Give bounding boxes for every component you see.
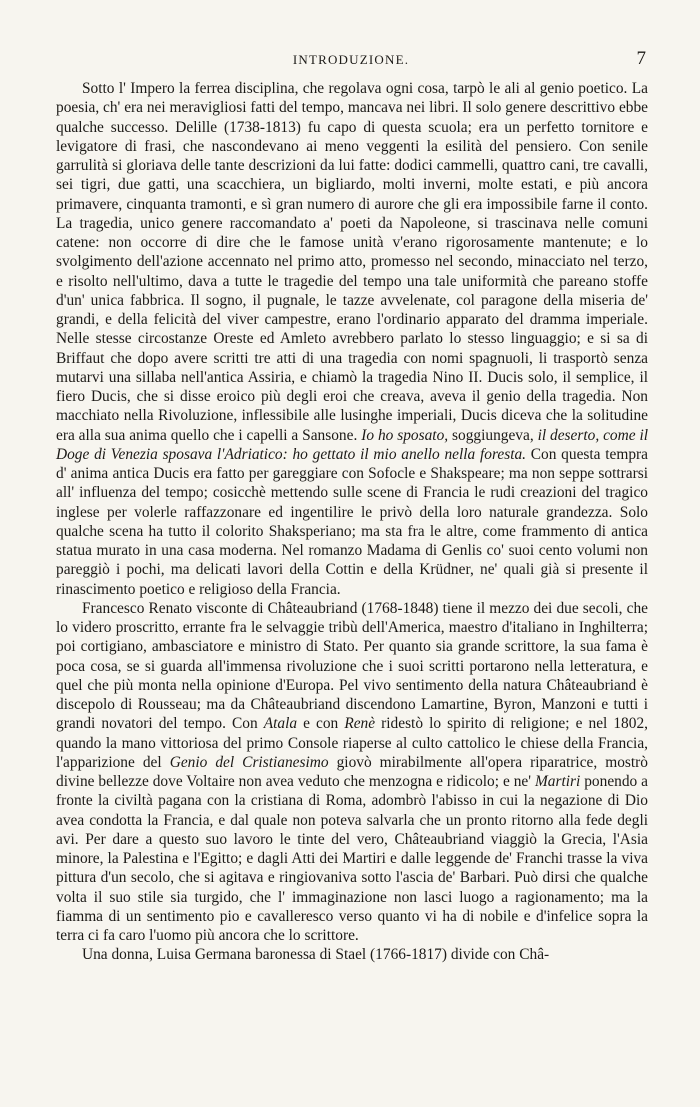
paragraph-decline-of-poetry	[56, 79, 648, 599]
text-run: Con questa tempra d' anima antica Ducis era fatto per gareggiare con Sofocle e Shakspeare; ma non seppe sottrarsi all' influenza del tempo; cosicchè mettendo sulle scene di Francia le rudi creazioni del tragico inglese per volerle raffazzonare ed ingentilire le privò della loro naturale grandezza. Solo qualche scena ha tutto il colorito Shaksperiano; ma sta fra le altre, come frammento di antica statua murato in una casa moderna. Nel romanzo Madama di Genlis co' suoi cento volumi non pareggiò i pochi, ma delicati lavori della Cottin e della Krüdner, ne' quali già si presente il rinascimento poetico e religioso della Francia.	[56, 445, 648, 598]
text-run: e con	[297, 715, 345, 733]
body-text	[56, 79, 648, 965]
italic-text-run: Renè	[344, 715, 376, 733]
page-number: 7	[636, 48, 646, 69]
paragraph-madame-de-stael	[56, 945, 648, 964]
italic-text-run: Martiri	[534, 773, 581, 790]
text-run: ponendo a fronte la civiltà pagana con la cristiana di Roma, adombrò l'abisso in cui la negazione di Dio avea condotta la Francia, e dal quale non poteva salvarla che un pronto ritorno alla fede degli avi. Per dare a questo suo lavoro le tinte del vero, Châteaubriand viaggiò la Grecia, l'Asia minore, la Palestina e l'Egitto; e dagli Atti dei Martiri e dalle leggende de' Franchi trasse la viva pittura d'un secolo, che si agitava e ringiovaniva sotto l'ascia de' Barbari. Può dirsi che qualche volta il suo stile sia turgido, che l' immaginazione non lasci luogo a ragionamento; ma la fiamma di un sentimento pio e cavalleresco verso quanto vi ha di nobile e d'infelice sopra la terra ci fa caro l'uomo più ancora che lo scrittore.	[56, 773, 648, 944]
text-run: Francesco Renato visconte di Châteaubriand (1768-1848) tiene il mezzo dei due secoli, che lo videro proscritto, errante fra le selvaggie tribù dell'America, maestro d'italiano in Inghilterra; poi cortigiano, ambasciatore e ministro di Stato. Per quanto sia grande scrittore, la sua fama è poca cosa, se si guarda all'immensa rivoluzione che i suoi scritti portarono nella letteratura, e quel che più monta nella opinione d'Europa. Pel vivo sentimento della natura Châteaubriand è discepolo di Rousseau; ma da Châteaubriand discendono Lamartine, Byron, Manzoni e tutti i grandi novatori del tempo. Con	[56, 599, 648, 733]
text-run: soggiungeva,	[448, 426, 538, 444]
italic-text-run: Io ho sposato,	[361, 426, 449, 444]
italic-text-run: Atala	[263, 715, 298, 733]
running-title: INTRODUZIONE.	[292, 52, 410, 67]
text-run: giovò mirabilmente all'opera riparatrice, mostrò divine bellezze dove Voltaire non avea veduto che menzogna e ridicolo; e ne'	[56, 753, 648, 790]
text-run: Sotto l' Impero la ferrea disciplina, che regolava ogni cosa, tarpò le ali al genio poetico. La poesia, ch' era nei meravigliosi fatti del tempo, mancava nei libri. Il solo genere descrittivo ebbe qualche successo. Delille (1738-1813) fu capo di questa scuola; era un perfetto tornitore e levigatore di frasi, che nascondevano ai meno veggenti la esilità del pensiero. Con senile garrulità si gloriava delle tante descrizioni da lui fatte: dodici cammelli, quattro cani, tre cavalli, sei tigri, due gatti, una scacchiera, un bigliardo, molti inverni, molte estati, e più ancora primavere, cinquanta tramonti, e sì gran numero di aurore che gli era impossibile farne il conto. La tragedia, unico genere raccomandato a' poeti da Napoleone, si trascinava nelle comuni catene: non occorre di dire che le famose unità v'erano rigorosamente mantenute; e lo svolgimento dell'azione accennato nel primo atto, promesso nel secondo, minacciato nel terzo, e risolto nell'ultimo, dava a tutte le tragedie del tempo una tale uniformità che pareano stoffe d'un' unica fabbrica. Il sogno, il pugnale, le tazze avvelenate, col paragone della miseria de' grandi, e della felicità del viver campestre, erano l'ordinario apparato del dramma imperiale. Nelle stesse circostanze Oreste ed Amleto avrebbero parlato lo stesso linguaggio; e si sa di Briffaut che dopo avere scritti tre atti di una tragedia con nomi spagnuoli, li trasportò senza mutarvi una sillaba nell'antica Assiria, e chiamò la tragedia Nino II. Ducis solo, il semplice, il fiero Ducis, che si disse eroico più degli eroi che creava, aveva il genio della tragedia. Non macchiato nella Rivoluzione, inflessibile alle lusinghe imperiali, Ducis diceva che la solitudine era alla sua anima quello che i capelli a Sansone.	[56, 80, 648, 444]
text-run: ridestò lo spirito di religione; e nel 1802, quando la mano vittoriosa del primo Console riaperse al culto cattolico le chiese della Francia, l'apparizione del	[56, 715, 648, 771]
text-run: Una donna, Luisa Germana baronessa di Stael (1766-1817) divide con Châ-	[82, 946, 550, 964]
italic-text-run: il deserto, come il Doge di Venezia sposava l'Adriatico: ho gettato il mio anello nella foresta.	[56, 426, 649, 463]
paragraph-chateaubriand	[56, 599, 648, 946]
page-header	[56, 48, 646, 72]
italic-text-run: Genio del Cristianesimo	[169, 753, 329, 771]
